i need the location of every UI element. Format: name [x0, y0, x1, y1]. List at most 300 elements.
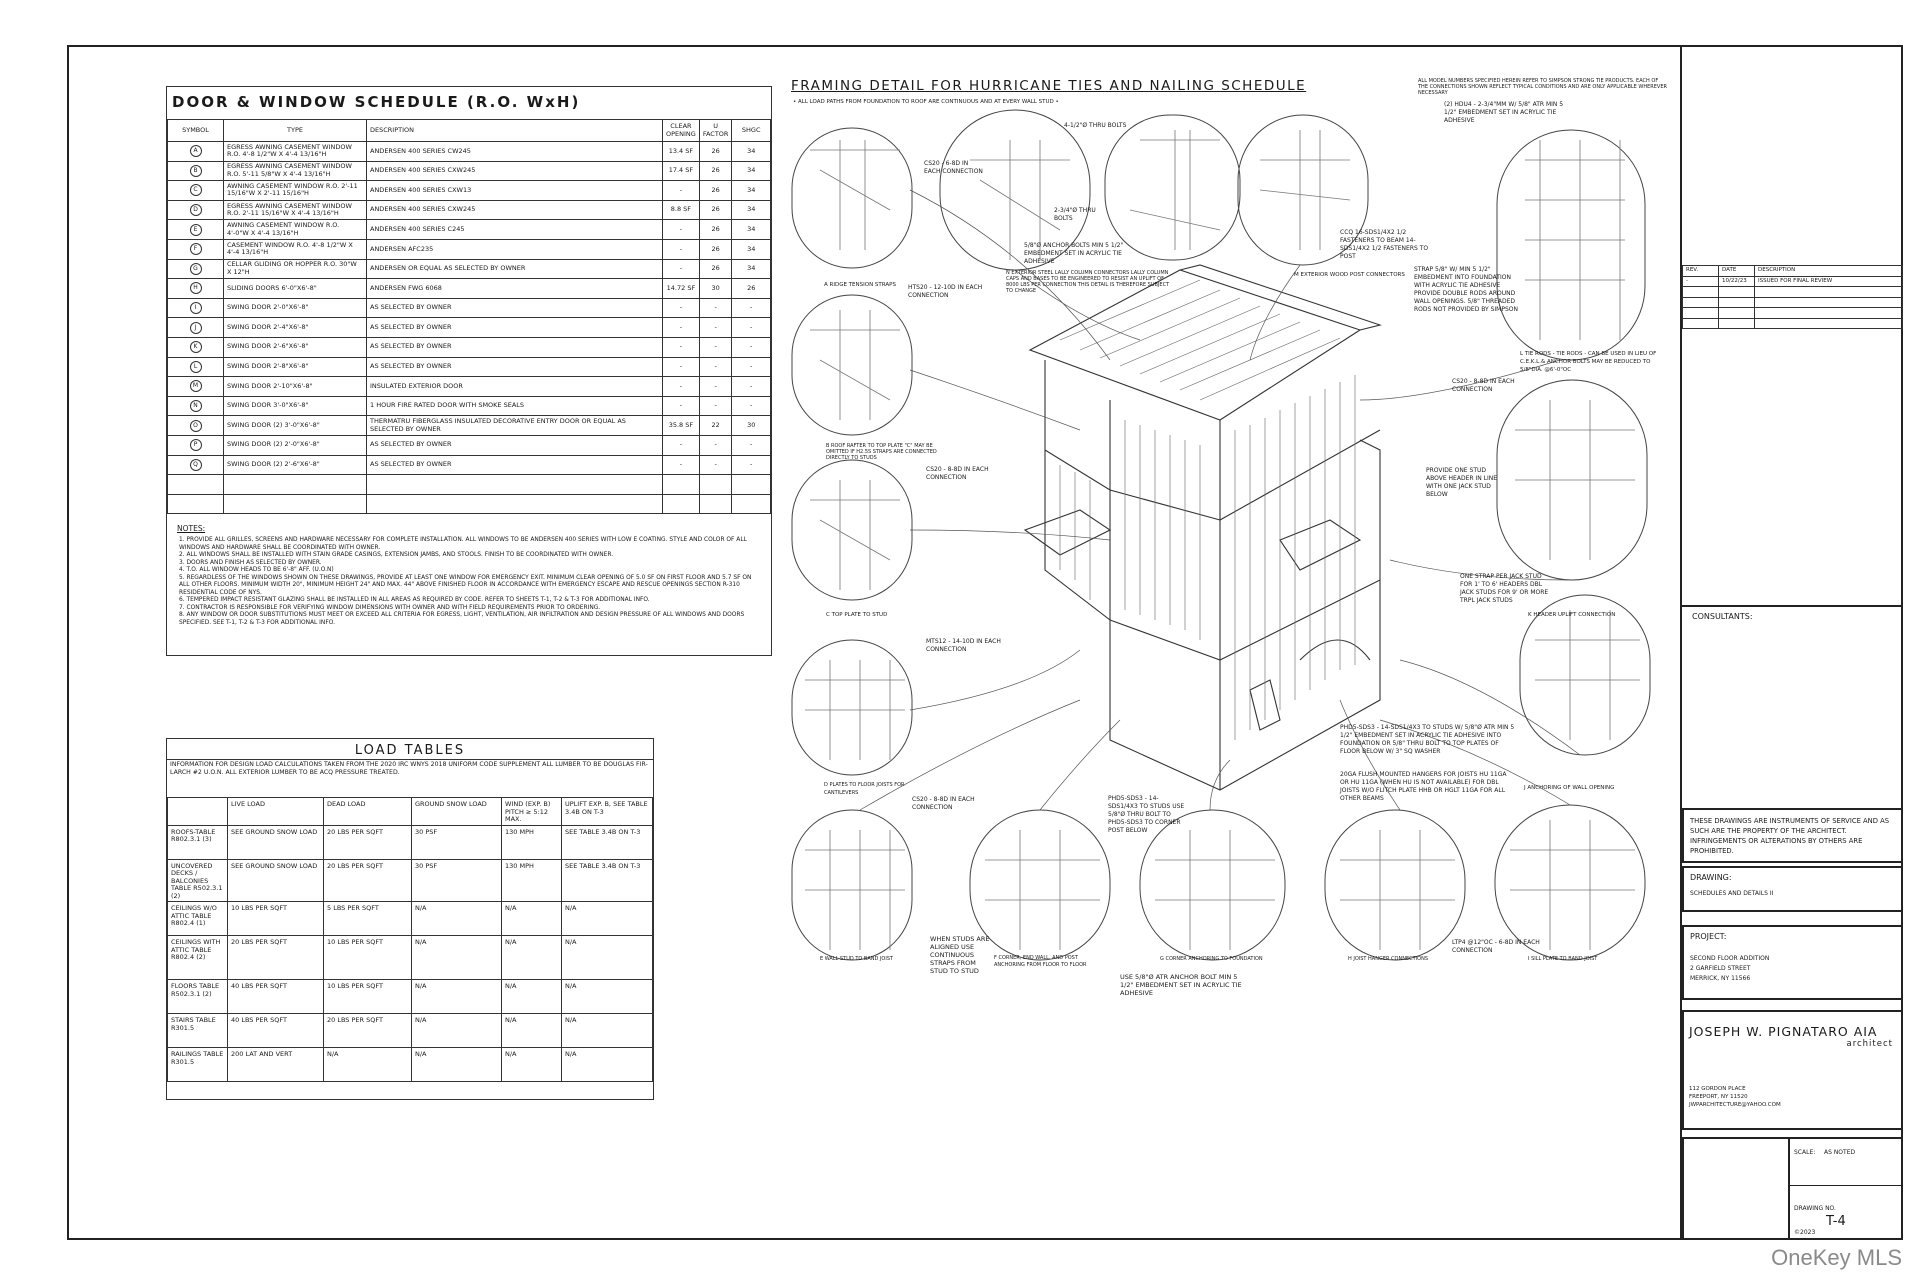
symbol-badge: B: [190, 165, 202, 177]
label-stud-above: PROVIDE ONE STUD ABOVE HEADER IN LINE WITH ONE JACK STUD BELOW: [1426, 467, 1497, 498]
u-cell: 26: [699, 181, 732, 201]
type-cell: EGRESS AWNING CASEMENT WINDOW R.O. 2'-11 15/16"W X 4'-4 13/16"H: [224, 200, 367, 220]
description-cell: ANDERSEN FWG 6068: [367, 279, 663, 299]
load-cell: 130 MPH: [502, 825, 562, 859]
load-cell: N/A: [412, 936, 502, 980]
schedule-row: [168, 318, 771, 338]
label-i: I SILL PLATE TO BAND JOIST: [1528, 956, 1598, 962]
schedule-row: [168, 298, 771, 318]
label-f: F CORNER, END WALL, AND POST ANCHORING FROM FLOOR TO FLOOR: [994, 955, 1087, 968]
clear-cell: -: [663, 377, 700, 397]
header-description: DESCRIPTION: [367, 120, 663, 142]
type-cell: SWING DOOR (2) 3'-0"X6'-8": [224, 416, 367, 436]
load-header-1: LIVE LOAD: [228, 798, 324, 826]
schedule-row: [168, 181, 771, 201]
framing-title: FRAMING DETAIL FOR HURRICANE TIES AND NAILING SCHEDULE: [791, 78, 1307, 94]
rev-desc-0: ISSUED FOR FINAL REVIEW: [1755, 276, 1903, 287]
project-box: [1682, 925, 1903, 1000]
load-cell: 20 LBS PER SQFT: [324, 1014, 412, 1048]
u-cell: -: [699, 377, 732, 397]
clear-cell: 8.8 SF: [663, 200, 700, 220]
load-cell: 20 LBS PER SQFT: [324, 825, 412, 859]
clear-cell: -: [663, 357, 700, 377]
sym-cell: [168, 161, 224, 181]
label-studs-aligned: WHEN STUDS ARE ALIGNED USE CONTINUOUS STRAPS FROM STUD TO STUD: [930, 935, 990, 975]
rev-0: -: [1683, 276, 1719, 287]
label-hts20: HTS20 - 12-10D IN EACH CONNECTION: [908, 284, 983, 299]
sym-cell: [168, 416, 224, 436]
load-cell: N/A: [412, 980, 502, 1014]
drawing-name: SCHEDULES AND DETAILS II: [1690, 890, 1774, 897]
type-cell: EGRESS AWNING CASEMENT WINDOW R.O. 5'-11 5/8"W X 4'-4 13/16"H: [224, 161, 367, 181]
framing-subtitle: • ALL LOAD PATHS FROM FOUNDATION TO ROOF ARE CONTINUOUS AND AT EVERY WALL STUD •: [793, 99, 1059, 105]
label-d: D PLATES TO FLOOR JOISTS FOR CANTILEVERS: [824, 782, 905, 796]
load-cell: N/A: [562, 980, 653, 1014]
label-phd2: PHD5-SDS3 - 14-SDS1/4X3 TO STUDS W/ 5/8"Ø ATR MIN 5 1/2" EMBEDMENT SET IN ACRYLIC TIE ADHESIVE INTO FOUNDATION OR 5/8" THRU BOLT TO TOP PLATES OF FLOOR BELOW W/ 3" SQ WASHER: [1340, 724, 1515, 755]
detail-d-bubble: [792, 640, 912, 775]
u-cell: -: [699, 337, 732, 357]
shgc-cell: -: [732, 435, 771, 455]
load-cell: ROOFS-TABLE R802.3.1 (3): [168, 825, 228, 859]
door-window-table: [167, 119, 771, 514]
shgc-cell: -: [732, 357, 771, 377]
revision-block: [1682, 265, 1903, 329]
drawing-box: [1682, 866, 1903, 912]
description-cell: ANDERSEN 400 SERIES CXW13: [367, 181, 663, 201]
u-cell: 26: [699, 220, 732, 240]
load-cell: 30 PSF: [412, 825, 502, 859]
description-cell: AS SELECTED BY OWNER: [367, 357, 663, 377]
sym-cell: [168, 435, 224, 455]
framing-top-note: ALL MODEL NUMBERS SPECIFIED HEREIN REFER TO SIMPSON STRONG TIE PRODUCTS. EACH OF THE CONNECTIONS SHOWN REFLECT TYPICAL CONDITIONS AND ARE ONLY APPLICABLE WHEREVER NECESSARY: [1418, 78, 1667, 96]
load-cell: FLOORS TABLE R502.3.1 (2): [168, 980, 228, 1014]
description-cell: AS SELECTED BY OWNER: [367, 337, 663, 357]
header-shgc: SHGC: [732, 120, 771, 142]
header-symbol: SYMBOL: [168, 120, 224, 142]
rev-date-0: 10/22/23: [1719, 276, 1755, 287]
schedule-row: [168, 200, 771, 220]
symbol-badge: P: [190, 439, 202, 451]
clear-cell: -: [663, 181, 700, 201]
copyright: ©2023: [1794, 1229, 1816, 1236]
symbol-badge: F: [190, 243, 202, 255]
schedule-empty-row: [168, 494, 771, 514]
description-cell: AS SELECTED BY OWNER: [367, 318, 663, 338]
header-u: U FACTOR: [699, 120, 732, 142]
load-cell: 5 LBS PER SQFT: [324, 902, 412, 936]
label-hdu: (2) HDU4 - 2-3/4"MM W/ 5/8" ATR MIN 5 1/2" EMBEDMENT SET IN ACRYLIC TIE ADHESIVE: [1444, 101, 1564, 124]
detail-b-bubble: [792, 295, 912, 435]
label-cs20-e: CS20 - 8-8D IN EACH CONNECTION: [912, 796, 975, 811]
label-ccq: CCQ 16-SDS1/4X2 1/2 FASTENERS TO BEAM 14-SDS1/4X2 1/2 FASTENERS TO POST: [1340, 229, 1429, 260]
u-cell: 22: [699, 416, 732, 436]
drawing-no-label: DRAWING NO.: [1794, 1205, 1836, 1212]
type-cell: SWING DOOR 2'-6"X6'-8": [224, 337, 367, 357]
empty-cell: [699, 494, 732, 514]
schedule-row: [168, 239, 771, 259]
shgc-cell: 34: [732, 259, 771, 279]
rev-header-rev: REV.: [1683, 266, 1719, 277]
label-g: G CORNER ANCHORING TO FOUNDATION: [1160, 956, 1263, 962]
schedule-empty-row: [168, 475, 771, 495]
clear-cell: -: [663, 318, 700, 338]
note-item: 3. DOORS AND FINISH AS SELECTED BY OWNER.: [179, 559, 322, 566]
load-cell: 200 LAT AND VERT: [228, 1048, 324, 1082]
u-cell: 26: [699, 259, 732, 279]
symbol-badge: H: [190, 282, 202, 294]
description-cell: ANDERSEN 400 SERIES CXW245: [367, 200, 663, 220]
load-cell: N/A: [562, 936, 653, 980]
label-j: J ANCHORING OF WALL OPENING: [1524, 785, 1615, 791]
clear-cell: 13.4 SF: [663, 142, 700, 162]
load-cell: UNCOVERED DECKS / BALCONIES TABLE R502.3.1 (2): [168, 859, 228, 902]
u-cell: 26: [699, 161, 732, 181]
load-cell: 30 PSF: [412, 859, 502, 902]
revision-table: [1682, 265, 1903, 329]
door-window-schedule-title: DOOR & WINDOW SCHEDULE (R.O. WxH): [172, 93, 581, 111]
load-cell: 10 LBS PER SQFT: [324, 936, 412, 980]
symbol-badge: N: [190, 400, 202, 412]
load-cell: CEILINGS WITH ATTIC TABLE R802.4 (2): [168, 936, 228, 980]
header-type: TYPE: [224, 120, 367, 142]
note-item: 1. PROVIDE ALL GRILLES, SCREENS AND HARDWARE NECESSARY FOR COMPLETE INSTALLATION. ALL WINDOWS TO BE ANDERSEN 400 SERIES WITH LOW E COATING. STYLE AND COLOR OF ALL WINDOWS AND HARDWARE SHALL BE COORDINATED WITH OWNER.: [179, 537, 747, 551]
sym-cell: [168, 200, 224, 220]
type-cell: SWING DOOR 2'-8"X6'-8": [224, 357, 367, 377]
sym-cell: [168, 357, 224, 377]
clear-cell: 17.4 SF: [663, 161, 700, 181]
type-cell: SWING DOOR 2'-4"X6'-8": [224, 318, 367, 338]
sym-cell: [168, 220, 224, 240]
type-cell: SWING DOOR 2'-0"X6'-8": [224, 298, 367, 318]
label-mts12: MTS12 - 14-10D IN EACH CONNECTION: [926, 638, 1001, 653]
description-cell: ANDERSEN AFC235: [367, 239, 663, 259]
shgc-cell: 34: [732, 200, 771, 220]
load-tables: [166, 738, 654, 1100]
symbol-badge: O: [190, 420, 202, 432]
shgc-cell: -: [732, 337, 771, 357]
load-cell: N/A: [412, 1048, 502, 1082]
type-cell: EGRESS AWNING CASEMENT WINDOW R.O. 4'-8 1/2"W X 4'-4 13/16"H: [224, 142, 367, 162]
sym-cell: [168, 239, 224, 259]
schedule-row: [168, 220, 771, 240]
load-cell: SEE TABLE 3.4B ON T-3: [562, 859, 653, 902]
label-b: B ROOF RAFTER TO TOP PLATE "C" MAY BE OMITTED IF H2.5S STRAPS ARE CONNECTED DIRECTLY TO STUDS: [826, 443, 937, 461]
empty-cell: [168, 494, 224, 514]
empty-cell: [224, 494, 367, 514]
load-row: [168, 1014, 653, 1048]
load-cell: SEE GROUND SNOW LOAD: [228, 825, 324, 859]
sym-cell: [168, 318, 224, 338]
shgc-cell: 34: [732, 181, 771, 201]
label-cs20-8r: CS20 - 8-8D IN EACH CONNECTION: [1452, 378, 1515, 393]
shgc-cell: 30: [732, 416, 771, 436]
rev-header-date: DATE: [1719, 266, 1755, 277]
label-n: N EXTERIOR STEEL LALLY COLUMN CONNECTORS LALLY COLUMN CAPS AND BASES TO BE ENGINEERED TO RESIST AN UPLIFT OF 8000 LBS PER CONNECTION THIS DETAIL IS THEREFORE SUBJECT TO CHANGE: [1006, 270, 1170, 294]
shgc-cell: -: [732, 298, 771, 318]
u-cell: -: [699, 396, 732, 416]
label-ltp4: LTP4 @12"OC - 6-8D IN EACH CONNECTION: [1452, 939, 1540, 954]
description-cell: THERMATRU FIBERGLASS INSULATED DECORATIVE ENTRY DOOR OR EQUAL AS SELECTED BY OWNER: [367, 416, 663, 436]
empty-cell: [699, 475, 732, 495]
clear-cell: -: [663, 259, 700, 279]
shgc-cell: -: [732, 396, 771, 416]
empty-cell: [168, 475, 224, 495]
empty-cell: [663, 475, 700, 495]
door-window-schedule: [166, 86, 772, 656]
shgc-cell: -: [732, 377, 771, 397]
load-cell: STAIRS TABLE R301.5: [168, 1014, 228, 1048]
load-cell: N/A: [502, 936, 562, 980]
clear-cell: 35.8 SF: [663, 416, 700, 436]
load-row: [168, 902, 653, 936]
scale-label: SCALE:: [1794, 1149, 1816, 1156]
sym-cell: [168, 142, 224, 162]
empty-cell: [732, 494, 771, 514]
note-item: 5. REGARDLESS OF THE WINDOWS SHOWN ON THESE DRAWINGS, PROVIDE AT LEAST ONE WINDOW FOR EMERGENCY EXIT. MINIMUM CLEAR OPENING OF 5.0 SF ON FIRST FLOOR AND 5.7 SF ON ALL OTHER FLOORS. MINIMUM WIDTH 20", MINIMUM HEIGHT 24" AND MAX. 44" ABOVE FINISHED FLOOR IN ACCORDANCE WITH EMERGENCY ESCAPE AND RESCUE OPENINGS SECTION R-310 RESIDENTIAL CODE OF NYS.: [179, 574, 752, 596]
symbol-badge: I: [190, 302, 202, 314]
description-cell: ANDERSEN 400 SERIES CW245: [367, 142, 663, 162]
load-cell: N/A: [412, 1014, 502, 1048]
schedule-row: [168, 455, 771, 475]
type-cell: SWING DOOR 3'-0"X6'-8": [224, 396, 367, 416]
label-c: C TOP PLATE TO STUD: [826, 612, 888, 618]
label-phd: PHD5-SDS3 - 14-SDS1/4X3 TO STUDS USE 5/8"Ø THRU BOLT TO PHD5-SDS3 TO CORNER POST BELOW: [1108, 795, 1185, 834]
project-line-3: MERRICK, NY 11566: [1690, 975, 1751, 982]
load-cell: 40 LBS PER SQFT: [228, 1014, 324, 1048]
description-cell: AS SELECTED BY OWNER: [367, 455, 663, 475]
empty-cell: [663, 494, 700, 514]
door-window-rows: [168, 142, 771, 514]
label-jack: ONE STRAP PER JACK STUD FOR 1' TO 6' HEADERS DBL JACK STUDS FOR 9' OR MORE TRPL JACK STUDS: [1460, 573, 1549, 604]
u-cell: 26: [699, 239, 732, 259]
u-cell: -: [699, 318, 732, 338]
detail-n2-bubble: [1105, 115, 1240, 260]
label-cs20-6: CS20 - 6-8D IN EACH CONNECTION: [924, 160, 983, 175]
project-line-1: SECOND FLOOR ADDITION: [1690, 955, 1770, 962]
symbol-badge: E: [190, 224, 202, 236]
clear-cell: -: [663, 337, 700, 357]
sheet-number-divider: [1788, 1139, 1790, 1238]
load-tables-intro: INFORMATION FOR DESIGN LOAD CALCULATIONS TAKEN FROM THE 2020 IRC WNYS 2018 UNIFORM CODE SUPPLEMENT ALL LUMBER TO BE DOUGLAS FIR-LARCH #2 U.O.N. ALL EXTERIOR LUMBER TO BE ACQ PRESSURE TREATED.: [167, 759, 653, 797]
label-m: M EXTERIOR WOOD POST CONNECTORS: [1294, 272, 1405, 278]
clear-cell: 14.72 SF: [663, 279, 700, 299]
notes-title: NOTES:: [177, 524, 206, 534]
schedule-row: [168, 416, 771, 436]
load-cell: N/A: [502, 902, 562, 936]
sheet-number-hline: [1788, 1185, 1903, 1186]
disclaimer-box: [1682, 808, 1903, 863]
description-cell: ANDERSEN 400 SERIES CXW245: [367, 161, 663, 181]
label-h: H JOIST HANGER CONNECTIONS: [1348, 956, 1429, 962]
detail-l-bubble: [1497, 130, 1645, 360]
sym-cell: [168, 279, 224, 299]
detail-a-bubble: [792, 128, 912, 268]
load-cell: N/A: [502, 1048, 562, 1082]
symbol-badge: M: [190, 380, 202, 392]
load-cell: CEILINGS W/O ATTIC TABLE R802.4 (1): [168, 902, 228, 936]
u-cell: 30: [699, 279, 732, 299]
empty-cell: [732, 475, 771, 495]
sym-cell: [168, 298, 224, 318]
load-cell: N/A: [562, 1014, 653, 1048]
type-cell: SWING DOOR 2'-10"X6'-8": [224, 377, 367, 397]
note-item: 8. ANY WINDOW OR DOOR SUBSTITUTIONS MUST MEET OR EXCEED ALL CRITERIA FOR EGRESS, LIGHT, VENTILATION, AIR INFILTRATION AND DESIGN PRESSURE OF ALL WINDOWS AND DOORS SPECIFIED. SEE T-1, T-2 & T-3 FOR ADDITIONAL INFO.: [179, 612, 745, 626]
label-a: A RIDGE TENSION STRAPS: [824, 282, 896, 288]
load-header-3: GROUND SNOW LOAD: [412, 798, 502, 826]
description-cell: AS SELECTED BY OWNER: [367, 435, 663, 455]
schedule-row: [168, 161, 771, 181]
type-cell: SWING DOOR (2) 2'-6"X6'-8": [224, 455, 367, 475]
sym-cell: [168, 396, 224, 416]
load-row: [168, 1048, 653, 1082]
load-header-4: WIND (EXP. B) PITCH ≥ 5:12 MAX.: [502, 798, 562, 826]
project-line-2: 2 GARFIELD STREET: [1690, 965, 1751, 972]
load-header-2: DEAD LOAD: [324, 798, 412, 826]
clear-cell: -: [663, 455, 700, 475]
project-details: [1684, 941, 1901, 984]
empty-cell: [224, 475, 367, 495]
load-cell: 10 LBS PER SQFT: [324, 980, 412, 1014]
label-thru-bolts-2: 2-3/4"Ø THRU BOLTS: [1054, 207, 1096, 222]
u-cell: -: [699, 357, 732, 377]
load-cell: N/A: [502, 980, 562, 1014]
sym-cell: [168, 455, 224, 475]
shgc-cell: -: [732, 318, 771, 338]
schedule-row: [168, 396, 771, 416]
description-cell: INSULATED EXTERIOR DOOR: [367, 377, 663, 397]
consultants-label: CONSULTANTS:: [1692, 612, 1753, 621]
load-cell: 20 LBS PER SQFT: [228, 936, 324, 980]
schedule-row: [168, 337, 771, 357]
sheet-number-box: [1682, 1137, 1903, 1240]
shgc-cell: 34: [732, 161, 771, 181]
label-cs20-8b: CS20 - 8-8D IN EACH CONNECTION: [926, 466, 989, 481]
symbol-badge: A: [190, 145, 202, 157]
symbol-badge: G: [190, 263, 202, 275]
load-cell: N/A: [412, 902, 502, 936]
clear-cell: -: [663, 396, 700, 416]
detail-f-bubble: [970, 810, 1110, 960]
schedule-row: [168, 377, 771, 397]
load-cell: SEE GROUND SNOW LOAD: [228, 859, 324, 902]
detail-e-bubble: [792, 810, 912, 960]
load-cell: N/A: [562, 1048, 653, 1082]
schedule-row: [168, 279, 771, 299]
load-cell: N/A: [562, 902, 653, 936]
load-header-0: [168, 798, 228, 826]
address-line-1: 112 GORDON PLACE: [1689, 1086, 1746, 1092]
empty-cell: [367, 475, 663, 495]
load-row: [168, 936, 653, 980]
shgc-cell: 34: [732, 239, 771, 259]
load-cell: 130 MPH: [502, 859, 562, 902]
shgc-cell: 26: [732, 279, 771, 299]
label-g-anchor: USE 5/8"Ø ATR ANCHOR BOLT MIN 5 1/2" EMBEDMENT SET IN ACRYLIC TIE ADHESIVE: [1120, 973, 1242, 997]
watermark: OneKey MLS: [1771, 1245, 1902, 1270]
architect-sub: architect: [1846, 1039, 1893, 1049]
u-cell: 26: [699, 200, 732, 220]
load-cell: 10 LBS PER SQFT: [228, 902, 324, 936]
label-anchor-58: 5/8"Ø ANCHOR BOLTS MIN 5 1/2" EMBEDMENT SET IN ACRYLIC TIE ADHESIVE: [1024, 242, 1124, 265]
type-cell: AWNING CASEMENT WINDOW R.O. 2'-11 15/16"W X 2'-11 15/16"H: [224, 181, 367, 201]
load-table-rows: [168, 825, 653, 1082]
load-cell: N/A: [324, 1048, 412, 1082]
type-cell: SWING DOOR (2) 2'-0"X6'-8": [224, 435, 367, 455]
type-cell: AWNING CASEMENT WINDOW R.O. 4'-0"W X 4'-4 13/16"H: [224, 220, 367, 240]
label-e: E WALL STUD TO BAND JOIST: [820, 956, 894, 962]
project-label: PROJECT:: [1690, 932, 1727, 941]
notes-list: [167, 533, 771, 627]
schedule-row: [168, 435, 771, 455]
schedule-row: [168, 357, 771, 377]
symbol-badge: Q: [190, 459, 202, 471]
detail-j-bubble: [1520, 595, 1650, 755]
symbol-badge: K: [190, 341, 202, 353]
symbol-badge: J: [190, 322, 202, 334]
note-item: 2. ALL WINDOWS SHALL BE INSTALLED WITH STAIN GRADE CASINGS, EXTENSION JAMBS, AND STOOLS. FINISH TO BE COORDINATED WITH OWNER.: [179, 552, 614, 559]
symbol-badge: L: [190, 361, 202, 373]
description-cell: 1 HOUR FIRE RATED DOOR WITH SMOKE SEALS: [367, 396, 663, 416]
label-l: L TIE RODS - TIE RODS - CAN BE USED IN LIEU OF C.E.K.L.& ANCHOR BOLTS MAY BE REDUCED TO 5/8"DIA. @6'-0"OC: [1520, 351, 1657, 373]
description-cell: AS SELECTED BY OWNER: [367, 298, 663, 318]
sym-cell: [168, 337, 224, 357]
u-cell: -: [699, 455, 732, 475]
load-cell: N/A: [502, 1014, 562, 1048]
label-thru-bolts: 4-1/2"Ø THRU BOLTS: [1064, 122, 1127, 129]
scale-value: AS NOTED: [1824, 1149, 1856, 1156]
shgc-cell: -: [732, 455, 771, 475]
empty-cell: [367, 494, 663, 514]
load-row: [168, 825, 653, 859]
rev-header-desc: DESCRIPTION: [1755, 266, 1903, 277]
u-cell: -: [699, 298, 732, 318]
symbol-badge: C: [190, 184, 202, 196]
label-strap: STRAP 5/8" W/ MIN 5 1/2" EMBEDMENT INTO FOUNDATION WITH ACRYLIC TIE ADHESIVE PROVIDE DOUBLE RODS AROUND WALL OPENINGS. 5/8" THREADED RODS NOT PROVIDED BY SIMPSON: [1414, 266, 1518, 313]
shgc-cell: 34: [732, 142, 771, 162]
type-cell: CELLAR GLIDING OR HOPPER R.O. 30"W X 12"H: [224, 259, 367, 279]
sym-cell: [168, 181, 224, 201]
label-hangers: 20GA FLUSH MOUNTED HANGERS FOR JOISTS HU 11GA OR HU 11GA (WHEN HU IS NOT AVAILABLE) FOR DBL JOISTS W/O FLITCH PLATE HHB OR HGLT 11GA FOR ALL OTHER BEAMS: [1340, 771, 1507, 802]
note-item: 6. TEMPERED IMPACT RESISTANT GLAZING SHALL BE INSTALLED IN ALL AREAS AS REQUIRED BY CODE. REFER TO SHEETS T-1, T-2 & T-3 FOR ADDITIONAL INFO.: [179, 597, 650, 604]
load-tables-title: LOAD TABLES: [354, 743, 466, 758]
header-clear: CLEAR OPENING: [663, 120, 700, 142]
schedule-row: [168, 259, 771, 279]
sym-cell: [168, 259, 224, 279]
note-item: 4. T.O. ALL WINDOW HEADS TO BE 6'-8" AFF. (U.O.N): [179, 567, 334, 574]
disclaimer: THESE DRAWINGS ARE INSTRUMENTS OF SERVICE AND AS SUCH ARE THE PROPERTY OF THE ARCHITECT. INFRINGEMENTS OR ALTERATIONS BY OTHERS ARE PROHIBITED.: [1690, 817, 1890, 855]
load-cell: 20 LBS PER SQFT: [324, 859, 412, 902]
description-cell: ANDERSEN 400 SERIES C245: [367, 220, 663, 240]
clear-cell: -: [663, 298, 700, 318]
label-k: K HEADER UPLIFT CONNECTION: [1528, 612, 1616, 618]
architect-box: [1682, 1010, 1903, 1130]
address-line-2: FREEPORT, NY 11520: [1689, 1094, 1748, 1100]
schedule-row: [168, 142, 771, 162]
clear-cell: -: [663, 239, 700, 259]
sym-cell: [168, 377, 224, 397]
load-cell: 40 LBS PER SQFT: [228, 980, 324, 1014]
drawing-no: T-4: [1826, 1214, 1846, 1229]
architect-address: [1684, 1049, 1901, 1109]
framing-drawing: [780, 100, 1660, 1000]
address-line-3: JWPARCHITECTURE@YAHOO.COM: [1689, 1102, 1781, 1108]
note-item: 7. CONTRACTOR IS RESPONSIBLE FOR VERIFYING WINDOW DIMENSIONS WITH OWNER AND WITH FIELD REQUIREMENTS PRIOR TO ORDERING.: [179, 604, 601, 611]
load-table: [167, 797, 653, 1082]
detail-h-bubble: [1325, 810, 1465, 960]
load-cell: RAILINGS TABLE R301.5: [168, 1048, 228, 1082]
type-cell: CASEMENT WINDOW R.O. 4'-8 1/2"W X 4'-4 13/16"H: [224, 239, 367, 259]
symbol-badge: D: [190, 204, 202, 216]
